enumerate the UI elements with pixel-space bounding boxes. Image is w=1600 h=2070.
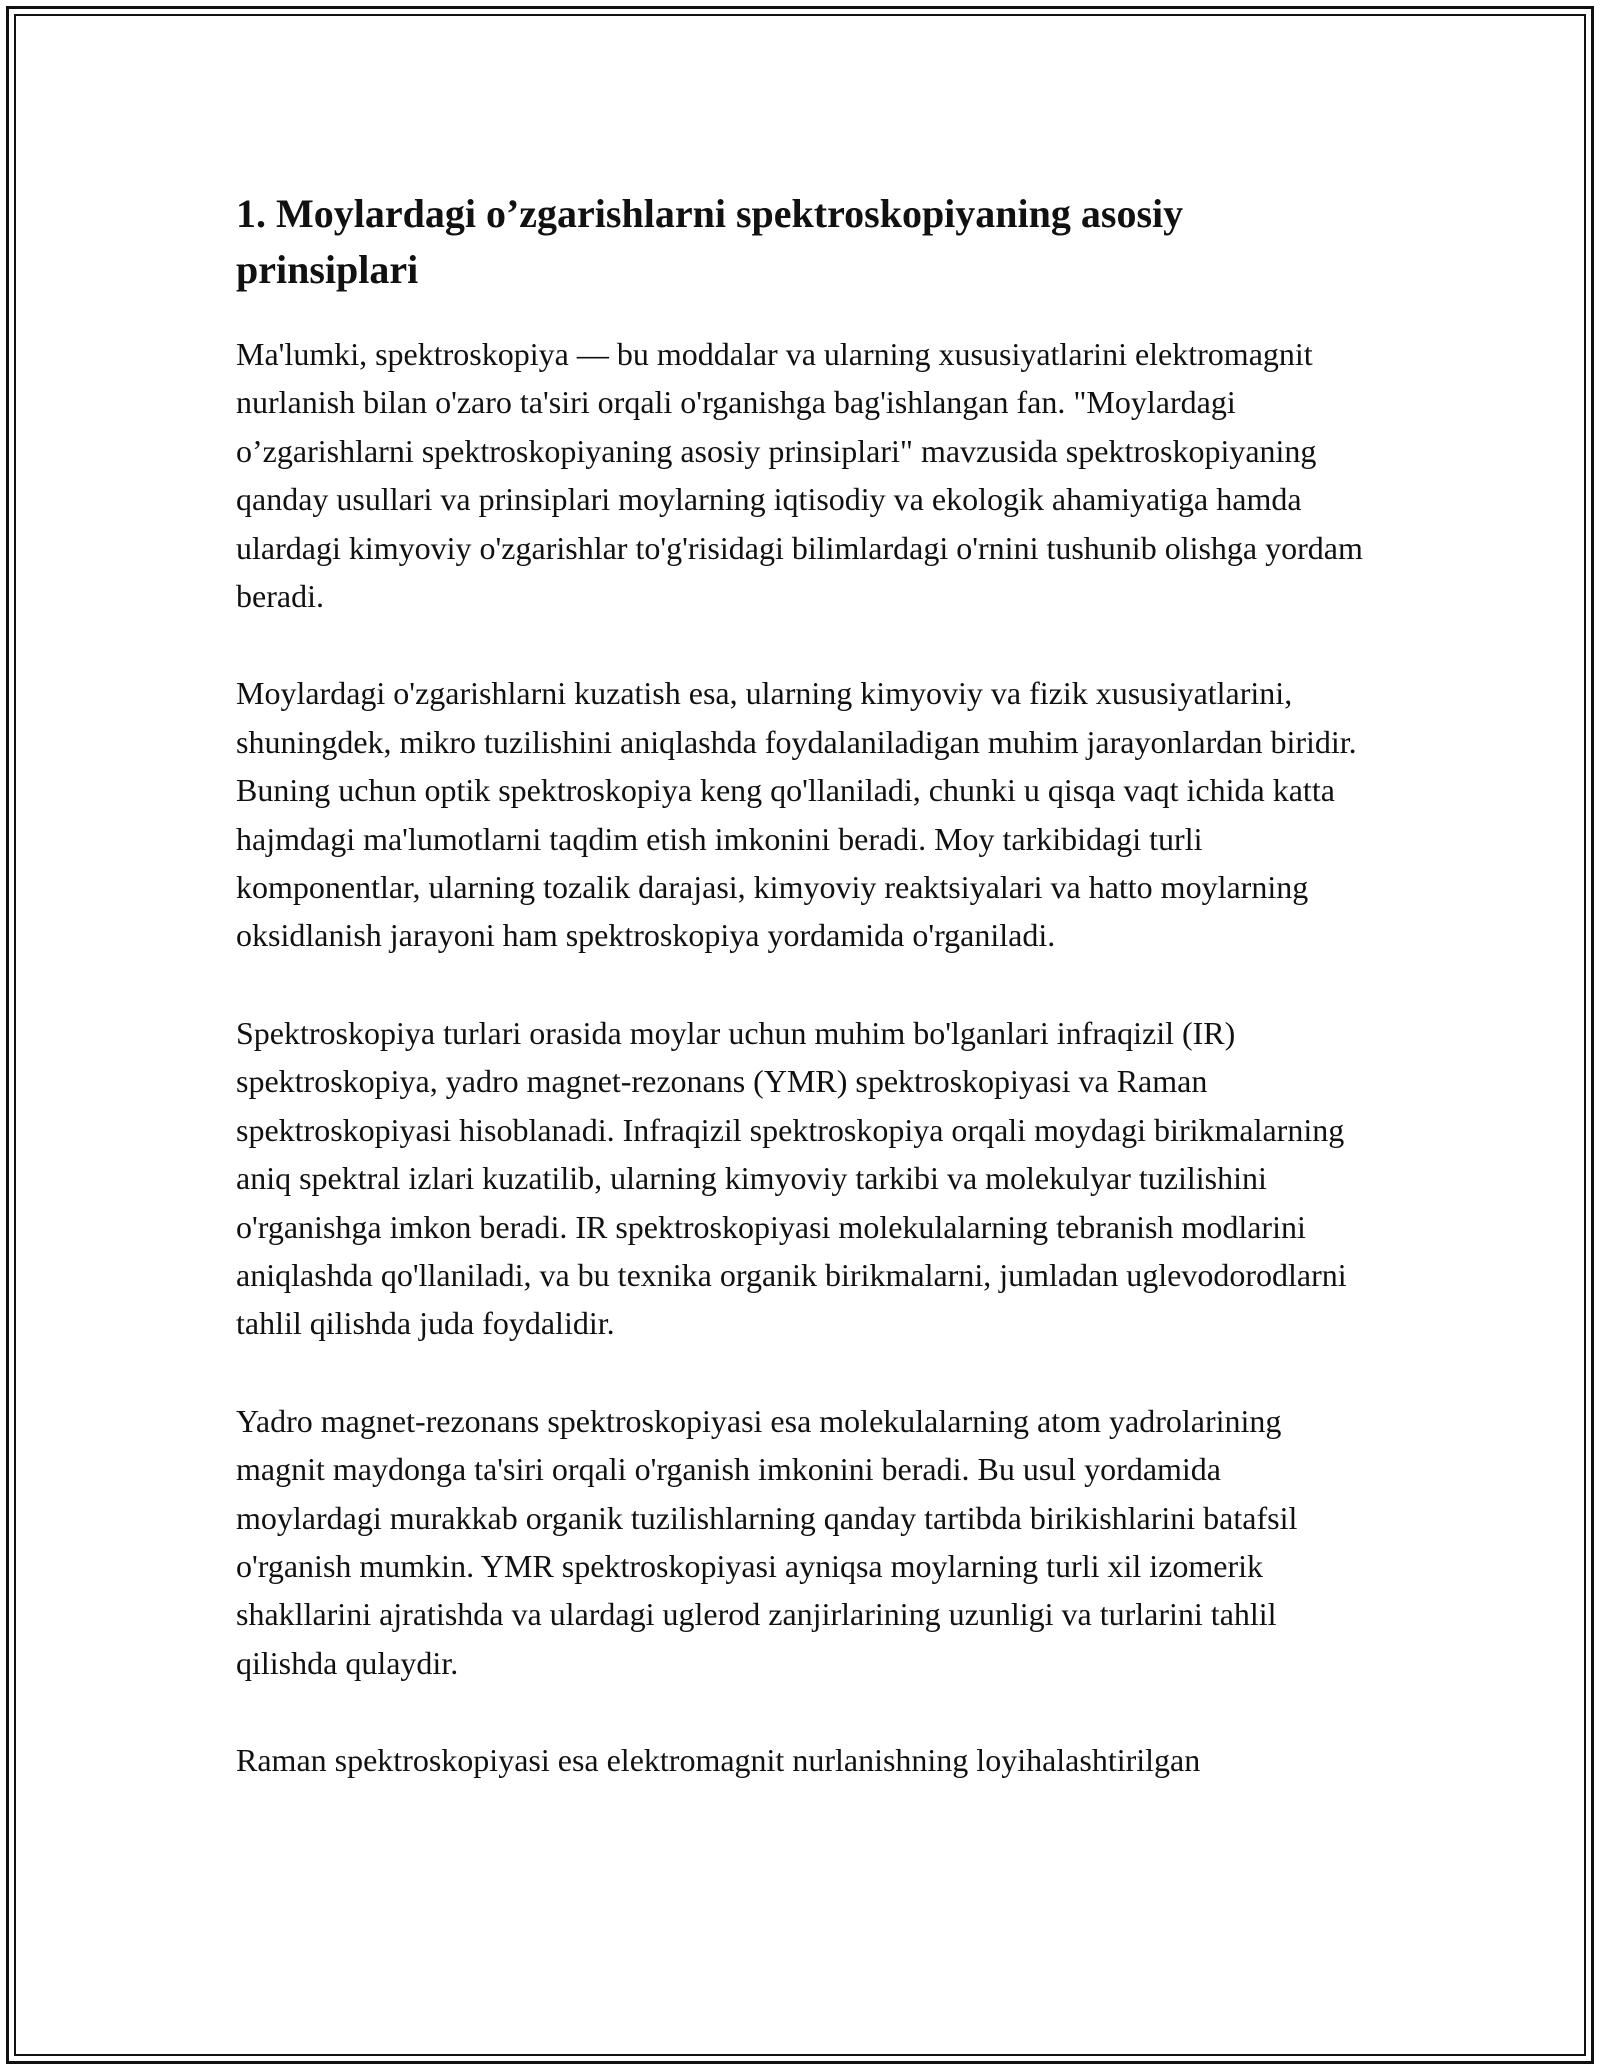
paragraph-raman: Raman spektroskopiyasi esa elektromagnit nurlanishning loyihalashtirilgan — [236, 1742, 1201, 1779]
document-body — [236, 186, 1364, 1834]
paragraph-intro: Ma'lumki, spektroskopiya — bu moddalar va ularning xususiyatlarini elektromagnit nurlanish bilan o'zaro ta'siri orqali o'rganishga bag'ishlangan fan. "Moylardagi o’zgarishlarni spektroskopiyaning asosiy prinsiplari" mavzusida spektroskopiyaning qanday usullari va prinsiplari moylarning iqtisodiy va ekologik ahamiyatiga hamda ulardagi kimyoviy o'zgarishlar to'g'risidagi bilimlardagi o'rnini tushunib olishga yordam beradi. — [236, 336, 1363, 615]
paragraph-nmr: Yadro magnet-rezonans spektroskopiyasi esa molekulalarning atom yadrolarining magnit maydonga ta'siri orqali o'rganish imkonini beradi. Bu usul yordamida moylardagi murakkab organik tuzilishlarning qanday tartibda birikishlarini batafsil o'rganish mumkin. YMR spektroskopiyasi ayniqsa moylarning turli xil izomerik shakllarini ajratishda va ulardagi uglerod zanjirlarining uzunligi va turlarini tahlil qilishda qulaydir. — [236, 1402, 1298, 1681]
paragraph-spectroscopy-types: Spektroskopiya turlari orasida moylar uchun muhim bo'lganlari infraqizil (IR) spektroskopiya, yadro magnet-rezonans (YMR) spektroskopiyasi va Raman spektroskopiyasi hisoblanadi. Infraqizil spektroskopiya orqali moydagi birikmalarning aniq spektral izlari kuzatilib, ularning kimyoviy tarkibi va molekulyar tuzilishini o'rganishga imkon beradi. IR spektroskopiyasi molekulalarning tebranish modlarini aniqlashda qo'llaniladi, va bu texnika organik birikmalarni, jumladan uglevodorodlarni tahlil qilishda juda foydalidir. — [236, 1014, 1347, 1342]
paragraph-observation: Moylardagi o'zgarishlarni kuzatish esa, ularning kimyoviy va fizik xususiyatlarini, shuningdek, mikro tuzilishini aniqlashda foydalaniladigan muhim jarayonlardan biridir. Buning uchun optik spektroskopiya keng qo'llaniladi, chunki u qisqa vaqt ichida katta hajmdagi ma'lumotlarni taqdim etish imkonini beradi. Moy tarkibidagi turli komponentlar, ularning tozalik darajasi, kimyoviy reaktsiyalari va hatto moylarning oksidlanish jarayoni ham spektroskopiya yordamida o'rganiladi. — [236, 675, 1357, 954]
section-heading: 1. Moylardagi o’zgarishlarni spektroskopiyaning asosiy prinsiplari — [236, 191, 1184, 292]
